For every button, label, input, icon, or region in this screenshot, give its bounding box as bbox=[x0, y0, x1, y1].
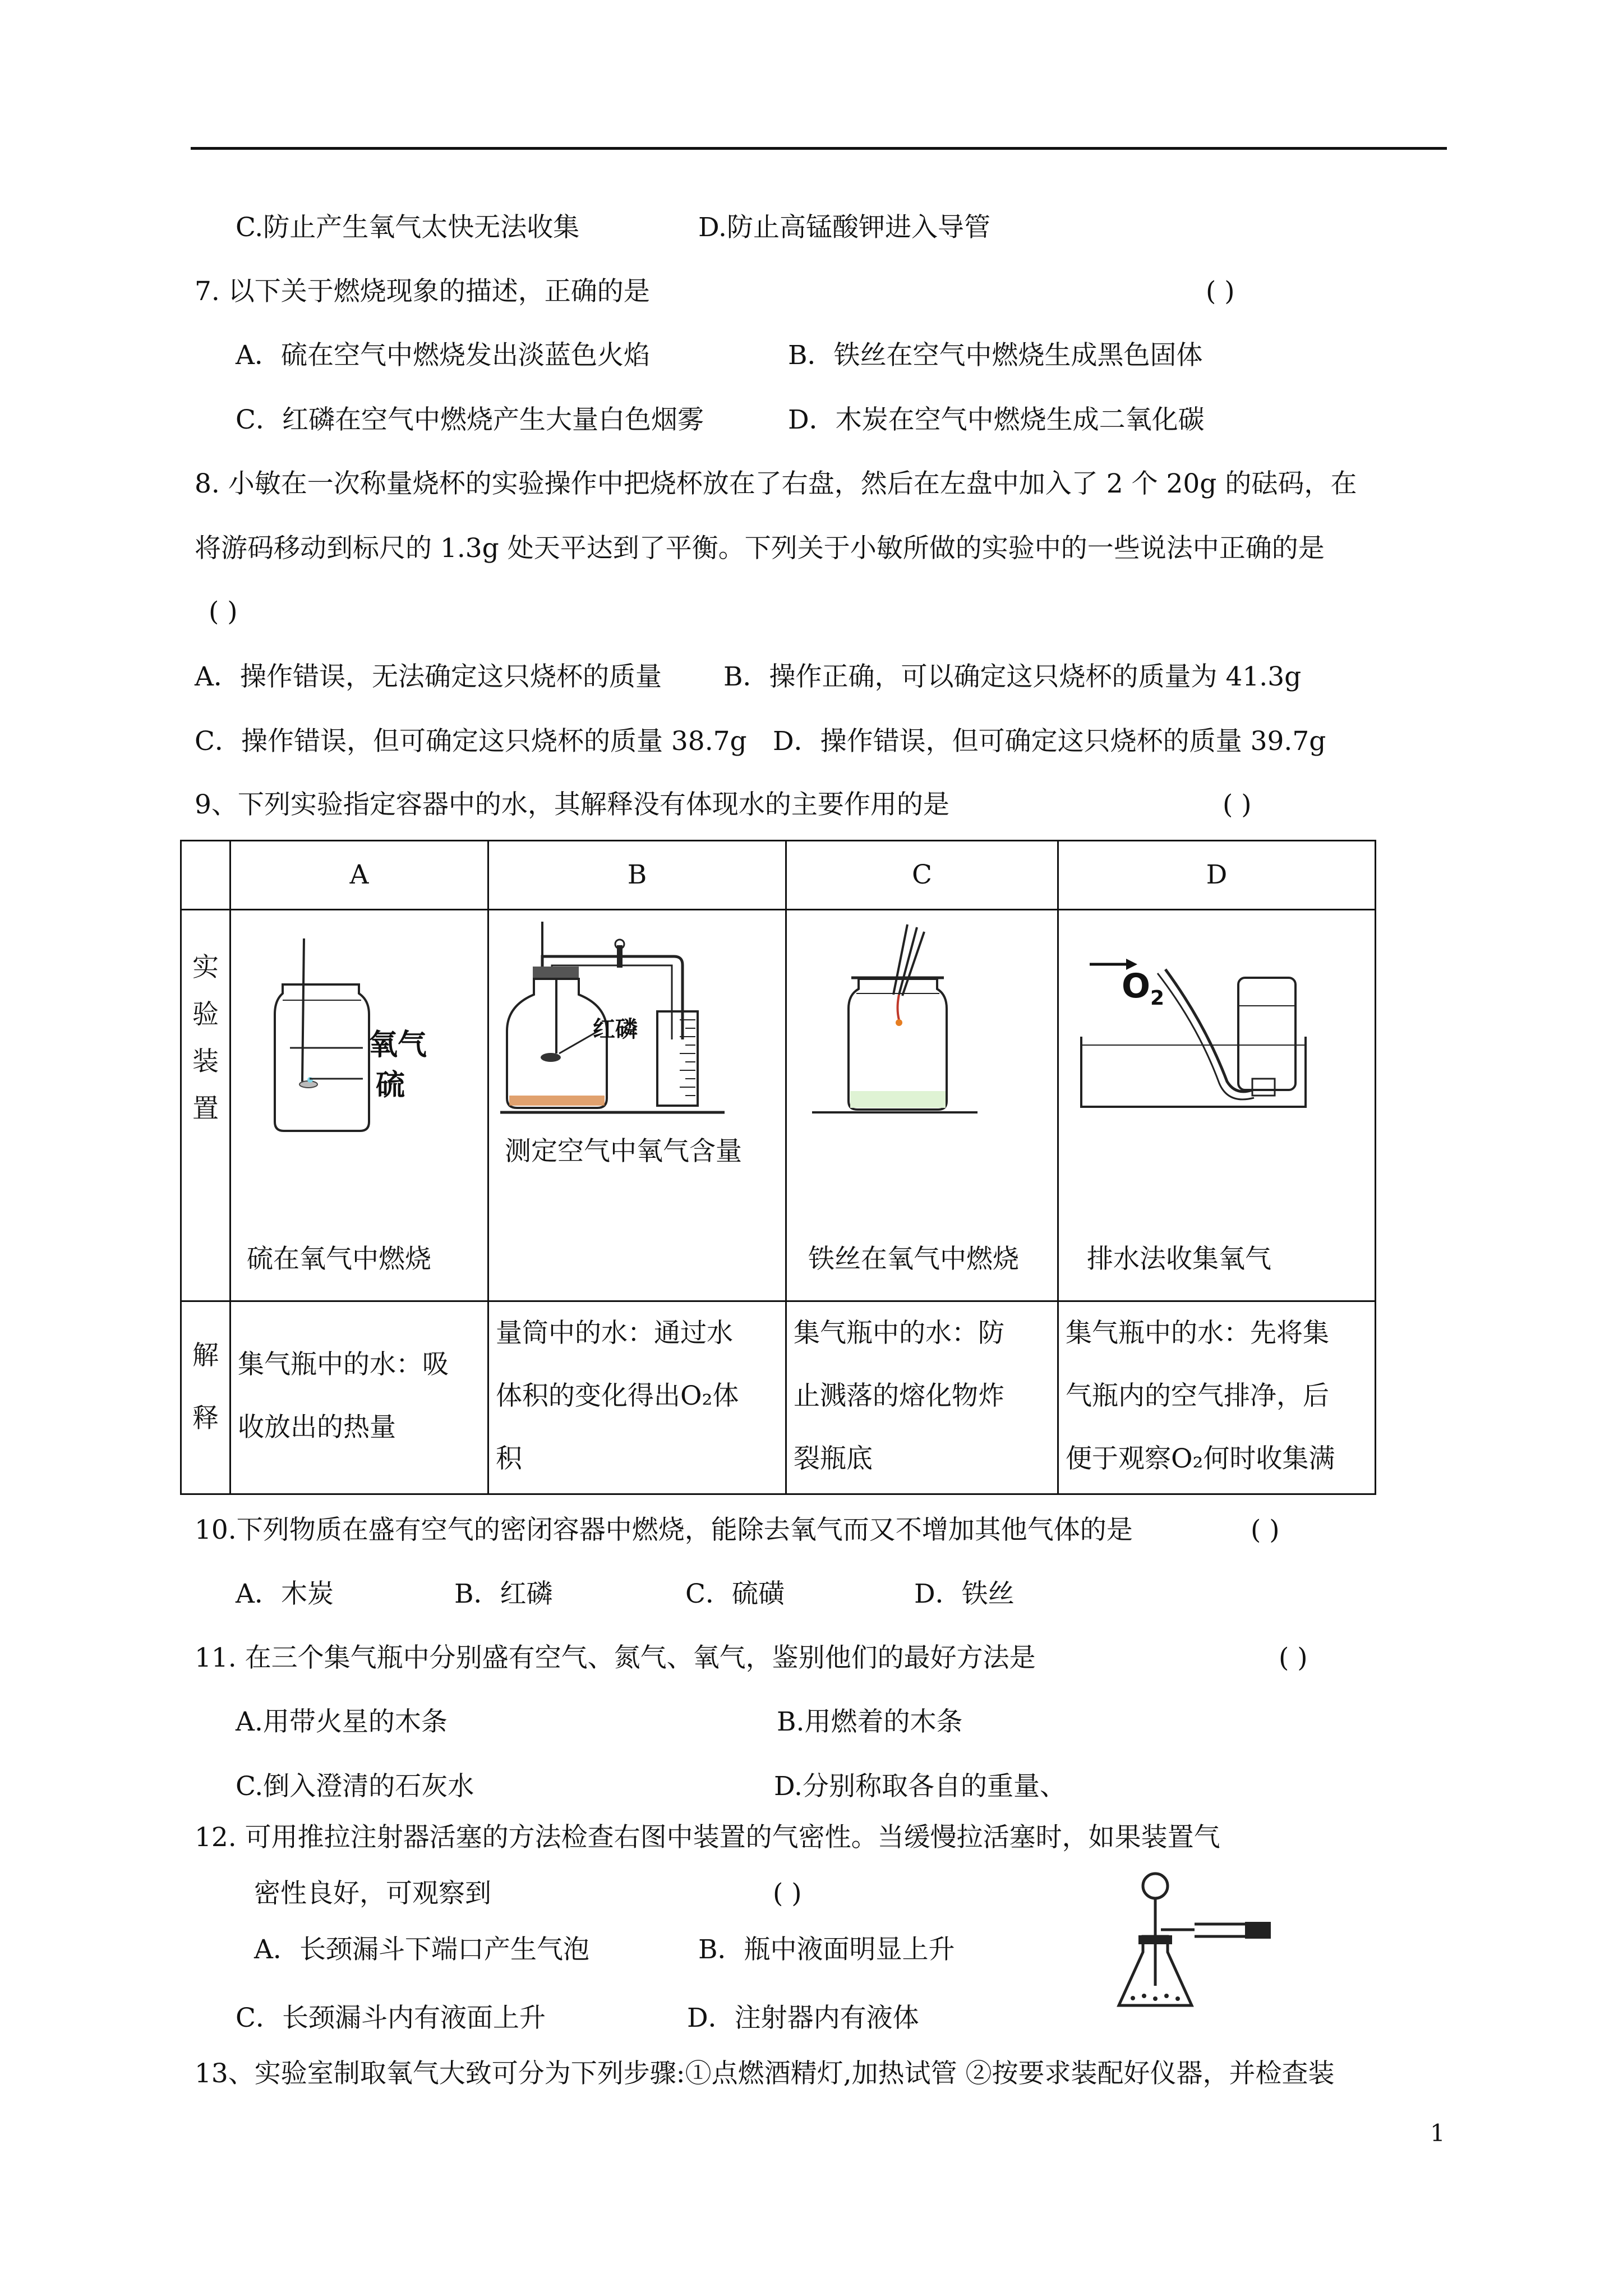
q11-option-b: B.用燃着的木条 bbox=[777, 1706, 963, 1737]
q12-answer-paren: ( ) bbox=[773, 1878, 802, 1909]
label-oxygen: 氧气 bbox=[368, 1028, 427, 1062]
q7-option-d: D．木炭在空气中燃烧生成二氧化碳 bbox=[788, 404, 1205, 435]
phosphorus-oxygen-test-figure bbox=[489, 910, 787, 1302]
explanation-c: 集气瓶中的水：防 止溅落的熔化物炸 裂瓶底 bbox=[786, 1301, 1058, 1494]
label-sulfur: 硫 bbox=[376, 1069, 405, 1102]
q12-line-1: 12. 可用推拉注射器活塞的方法检查右图中装置的气密性。当缓慢拉活塞时，如果装置气 bbox=[195, 1822, 1220, 1853]
q12-option-d: D．注射器内有液体 bbox=[687, 2003, 919, 2033]
q7-option-c: C．红磷在空气中燃烧产生大量白色烟雾 bbox=[236, 404, 704, 435]
header-b: B bbox=[488, 841, 786, 910]
label-red-phosphorus: 红磷 bbox=[593, 1016, 638, 1042]
q7-stem: 7. 以下关于燃烧现象的描述，正确的是 bbox=[195, 276, 650, 307]
q12-line-2: 密性良好，可观察到 bbox=[254, 1878, 491, 1909]
label-o2: $O_2$ bbox=[1122, 967, 1165, 1010]
q6-option-d: D.防止高锰酸钾进入导管 bbox=[698, 212, 990, 243]
q8-option-d: D．操作错误，但可确定这只烧杯的质量 39.7g bbox=[773, 726, 1326, 757]
q8-option-b: B．操作正确，可以确定这只烧杯的质量为 41.3g bbox=[723, 661, 1302, 692]
setup-cell-b bbox=[488, 910, 786, 1301]
q8-answer-paren: ( ) bbox=[209, 596, 238, 627]
setup-cell-a bbox=[230, 910, 488, 1301]
setup-caption-a: 硫在氧气中燃烧 bbox=[247, 1244, 431, 1274]
header-rule bbox=[191, 147, 1447, 150]
setup-caption-d: 排水法收集氧气 bbox=[1087, 1244, 1271, 1274]
q8-option-a: A．操作错误，无法确定这只烧杯的质量 bbox=[195, 661, 662, 692]
header-d: D bbox=[1058, 841, 1376, 910]
q7-option-a: A．硫在空气中燃烧发出淡蓝色火焰 bbox=[236, 340, 650, 371]
q10-option-c: C．硫磺 bbox=[685, 1579, 785, 1609]
q10-option-d: D．铁丝 bbox=[914, 1579, 1015, 1609]
explanation-d: 集气瓶中的水：先将集 气瓶内的空气排净，后 便于观察O₂何时收集满 bbox=[1058, 1301, 1376, 1494]
q9-stem: 9、下列实验指定容器中的水，其解释没有体现水的主要作用的是 bbox=[195, 789, 949, 820]
q11-answer-paren: ( ) bbox=[1279, 1642, 1308, 1673]
q6-option-c: C.防止产生氧气太快无法收集 bbox=[236, 212, 580, 243]
airtightness-apparatus-figure bbox=[1116, 1868, 1284, 2014]
explanation-a: 集气瓶中的水：吸 收放出的热量 bbox=[230, 1301, 488, 1494]
setup-cell-d bbox=[1058, 910, 1376, 1301]
q11-option-d: D.分别称取各自的重量、 bbox=[774, 1771, 1066, 1802]
q10-stem: 10.下列物质在盛有空气的密闭容器中燃烧，能除去氧气而又不增加其他气体的是 bbox=[195, 1515, 1133, 1545]
explanation-b: 量筒中的水：通过水 体积的变化得出O₂体 积 bbox=[488, 1301, 786, 1494]
q13-line-1: 13、实验室制取氧气大致可分为下列步骤:①点燃酒精灯,加热试管 ②按要求装配好仪器，并检查装 bbox=[195, 2058, 1335, 2089]
header-a: A bbox=[230, 841, 488, 910]
q12-option-c: C．长颈漏斗内有液面上升 bbox=[236, 2003, 546, 2033]
q10-answer-paren: ( ) bbox=[1251, 1515, 1280, 1545]
table-corner-cell bbox=[181, 841, 230, 910]
row-label-explanation: 解释 bbox=[181, 1301, 230, 1494]
page-number: 1 bbox=[1430, 2119, 1445, 2147]
q7-answer-paren: ( ) bbox=[1206, 276, 1235, 307]
setup-caption-c: 铁丝在氧气中燃烧 bbox=[808, 1244, 1019, 1274]
q11-stem: 11. 在三个集气瓶中分别盛有空气、氮气、氧气，鉴别他们的最好方法是 bbox=[195, 1642, 1036, 1673]
q8-line-2: 将游码移动到标尺的 1.3g 处天平达到了平衡。下列关于小敏所做的实验中的一些说法中正确的是 bbox=[195, 533, 1325, 564]
q11-option-c: C.倒入澄清的石灰水 bbox=[236, 1771, 474, 1802]
q7-option-b: B．铁丝在空气中燃烧生成黑色固体 bbox=[788, 340, 1203, 371]
q12-option-b: B．瓶中液面明显上升 bbox=[698, 1934, 955, 1965]
setup-caption-b: 测定空气中氧气含量 bbox=[505, 1136, 742, 1167]
header-c: C bbox=[786, 841, 1058, 910]
q10-option-a: A．木炭 bbox=[236, 1579, 334, 1609]
q9-table bbox=[180, 840, 1376, 1495]
q8-line-1: 8. 小敏在一次称量烧杯的实验操作中把烧杯放在了右盘，然后在左盘中加入了 2 个 20g 的砝码，在 bbox=[195, 468, 1357, 499]
q9-answer-paren: ( ) bbox=[1223, 789, 1252, 820]
setup-cell-c bbox=[786, 910, 1058, 1301]
q11-option-a: A.用带火星的木条 bbox=[236, 1706, 448, 1737]
q10-option-b: B．红磷 bbox=[454, 1579, 553, 1609]
q8-option-c: C．操作错误，但可确定这只烧杯的质量 38.7g bbox=[195, 726, 747, 757]
q12-option-a: A．长颈漏斗下端口产生气泡 bbox=[254, 1934, 589, 1965]
row-label-setup: 实验装置 bbox=[181, 910, 230, 1301]
